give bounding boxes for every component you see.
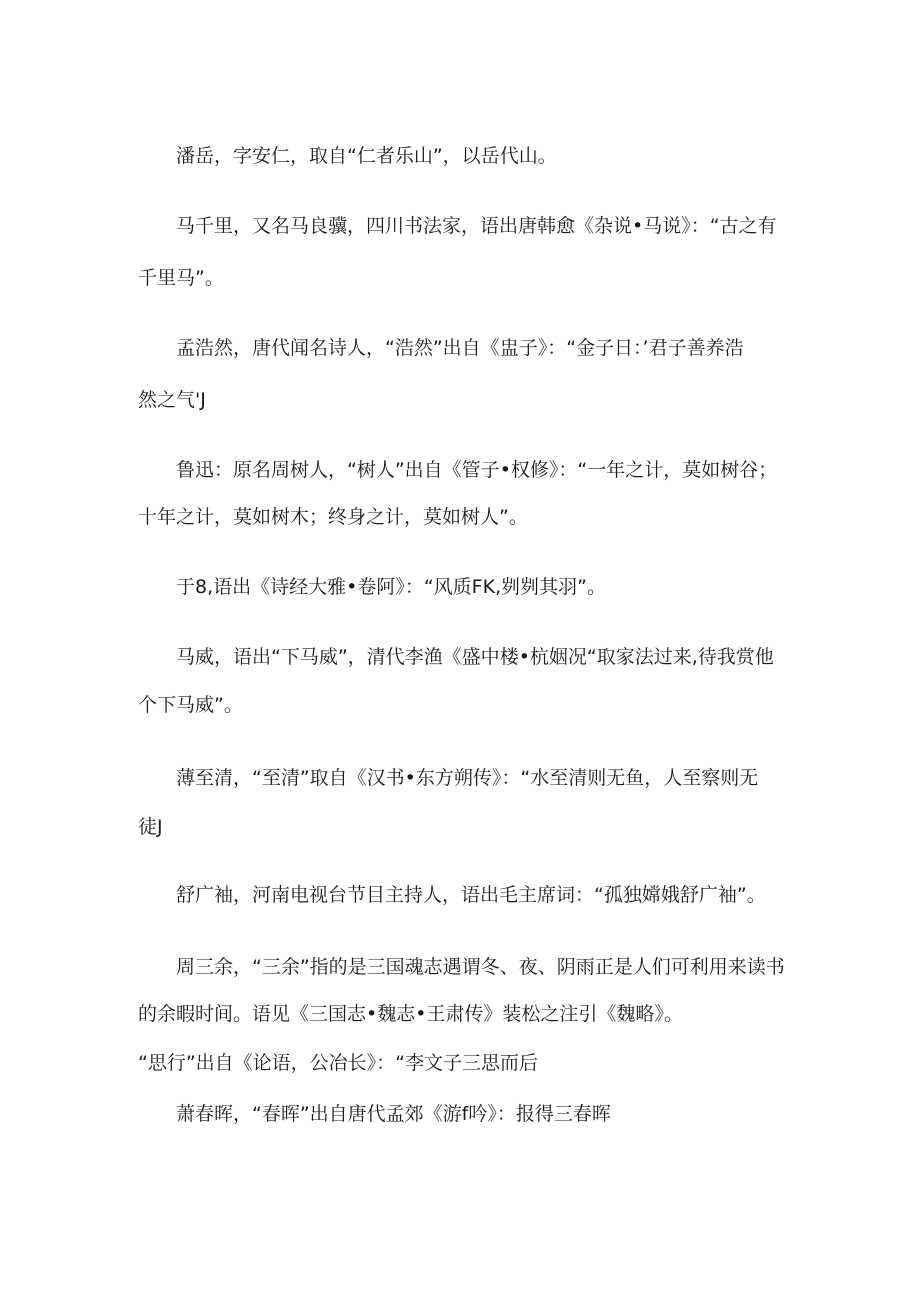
paragraph-ma-wei-line-2: 个下马威”。 [138,694,243,716]
paragraph-bo-zhiqing-line-1: 薄至清，“至清”取自《汉书•东方朔传》：“水至清则无鱼，人至察则无 [176,767,759,789]
paragraph-xiao-chunhui: 萧春晖，“春晖”出自唐代孟郊《游f吟》：报得三春晖 [176,1103,611,1125]
paragraph-yu-feng: 于8,语出《诗经大雅•卷阿》：“风质FK,刿刿其羽”。 [176,576,606,598]
paragraph-pan-yue: 潘岳，字安仁，取自“仁者乐山”，以岳代山。 [176,145,557,167]
paragraph-meng-haoran-line-2: 然之气'J [138,389,206,411]
paragraph-ma-qianli-line-2: 千里马”。 [138,267,224,289]
paragraph-bo-zhiqing-line-2: 徒J [138,816,163,838]
paragraph-si-xing: “思行”出自《论语，公冶长》：“李文子三思而后 [138,1052,539,1074]
paragraph-ma-qianli-line-1: 马千里，又名马良骥，四川书法家，语出唐韩愈《杂说•马说》：“古之有 [176,215,777,237]
paragraph-meng-haoran-line-1: 孟浩然，唐代闻名诗人，“浩然”出自《盅子》：“金子日：’君子善养浩 [176,337,744,359]
paragraph-shu-guangxiu: 舒广袖，河南电视台节目主持人，语出毛主席词：“孤独嫦娥舒广袖”。 [176,884,766,906]
paragraph-zhou-sanyu-line-1: 周三余，“三余”指的是三国魂志遇谓冬、夜、阴雨正是人们可利用来读书 [176,956,785,978]
paragraph-zhou-sanyu-line-2: 的余暇时间。语见《三国志•魏志•王肃传》装松之注引《魏略》。 [138,1003,683,1025]
paragraph-ma-wei-line-1: 马威，语出“下马威”，清代李渔《盛中楼•杭姻况“取家法过来,待我赏他 [176,646,774,668]
paragraph-lu-xun-line-1: 鲁迅：原名周树人，“树人”出自《管子•权修》：“一年之计，莫如树谷； [176,459,778,481]
paragraph-lu-xun-line-2: 十年之计，莫如树木；终身之计，莫如树人”。 [138,506,528,528]
